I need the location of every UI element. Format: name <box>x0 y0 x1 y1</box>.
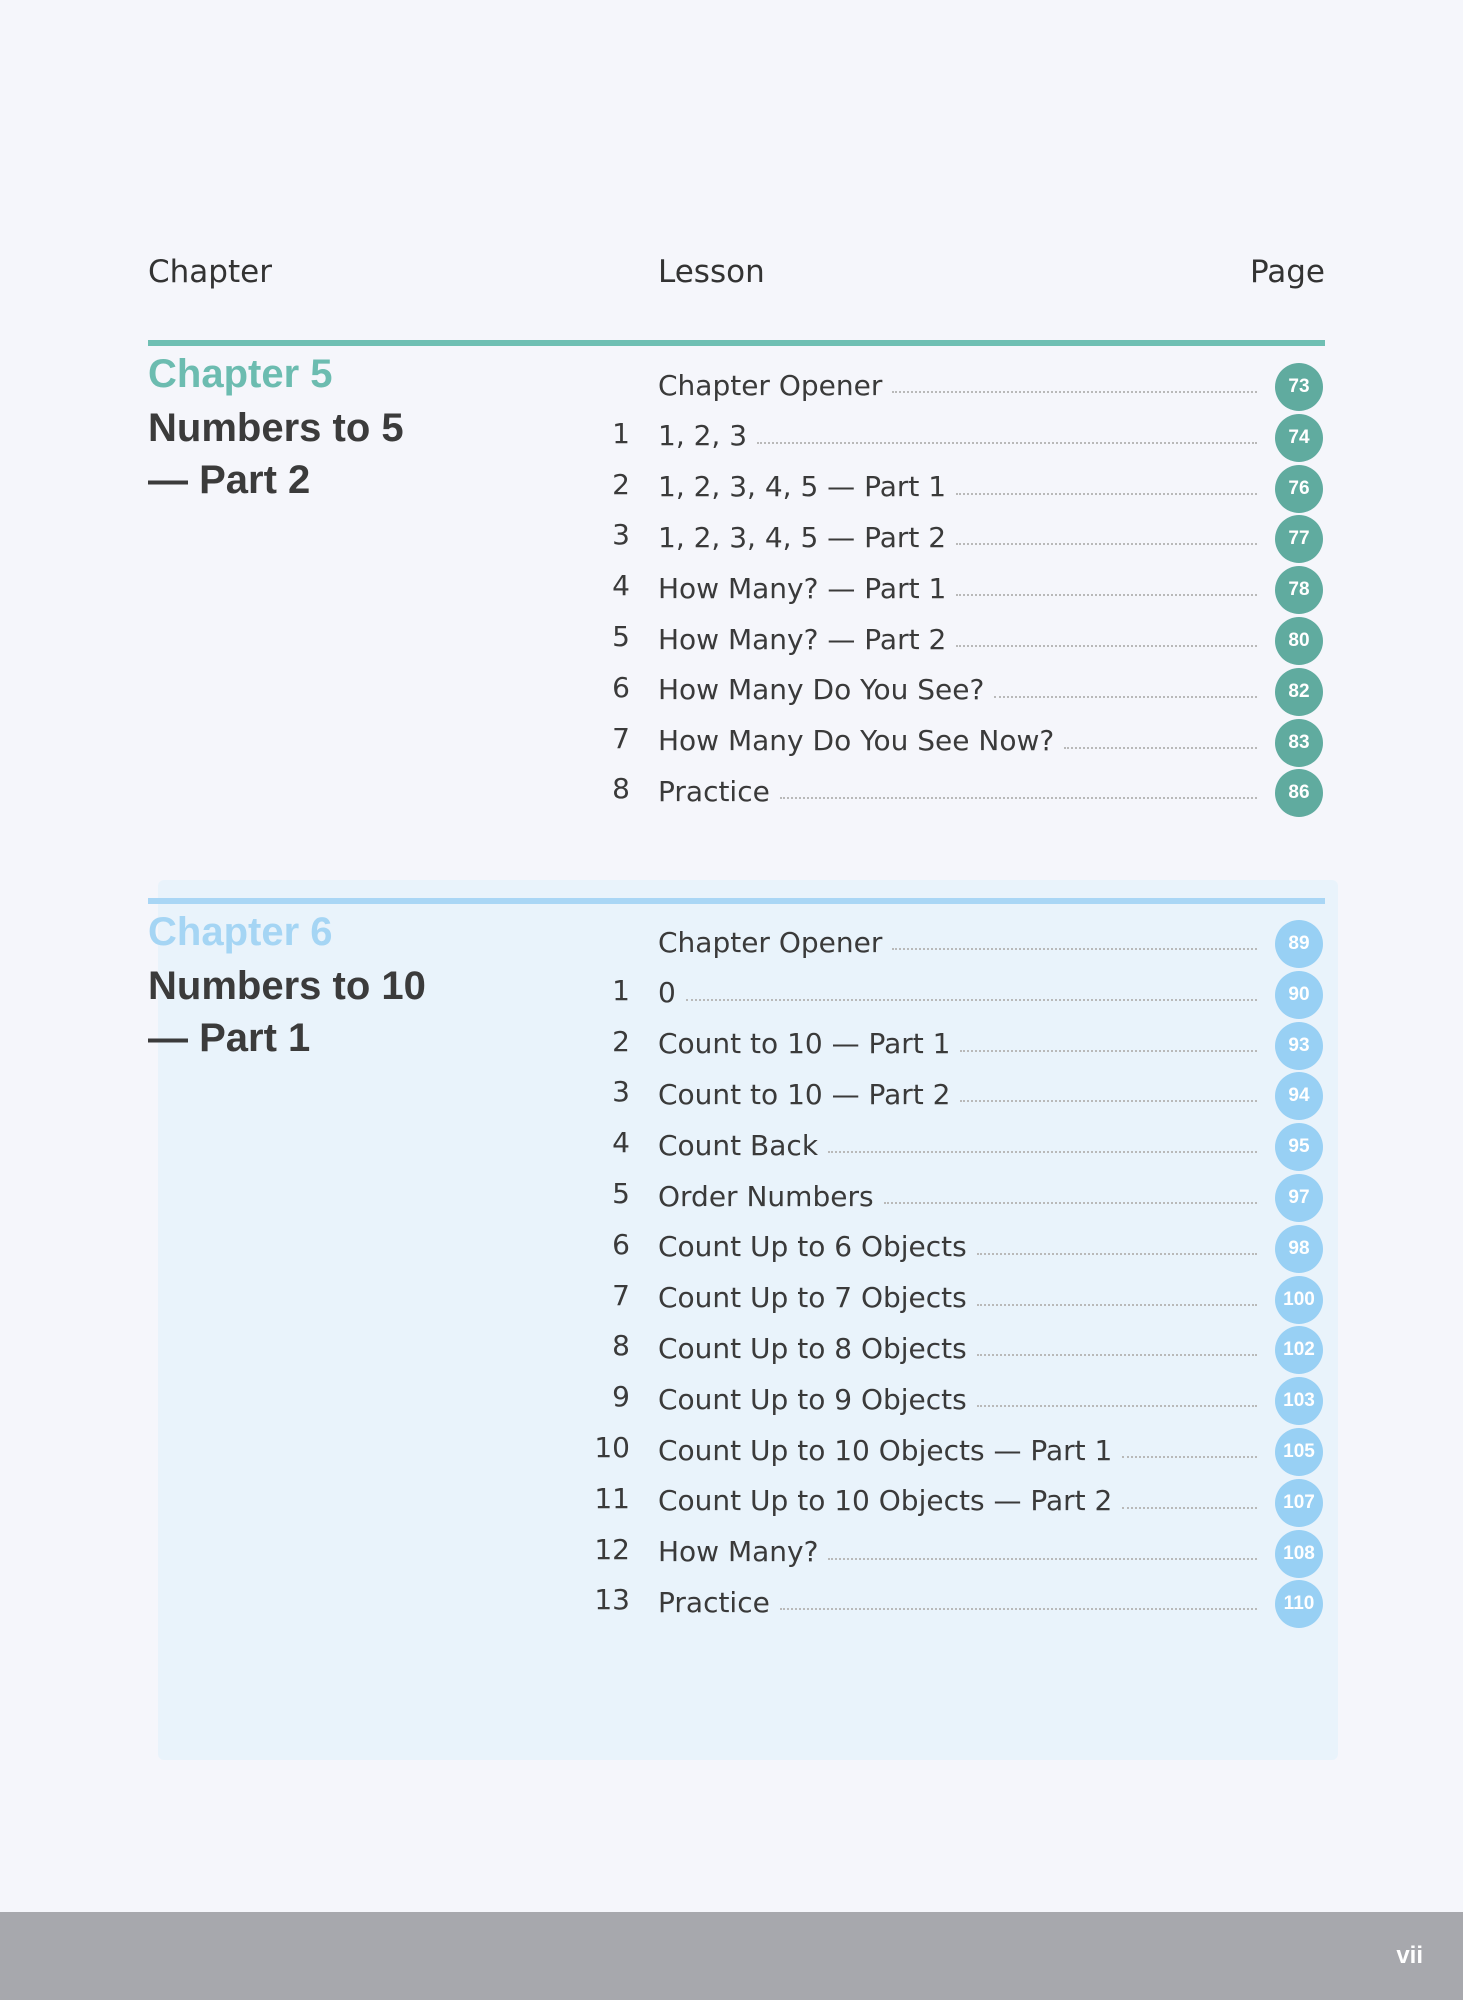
lesson-title: Count Up to 9 Objects <box>658 1382 967 1416</box>
chapter-label: Chapter 5 <box>148 352 333 396</box>
lesson-number: 11 <box>594 1481 630 1515</box>
dot-leader <box>956 493 1257 495</box>
lesson-number: 2 <box>612 467 630 501</box>
lesson-number: 4 <box>612 569 630 603</box>
chapter-title-line: — Part 2 <box>148 458 311 502</box>
lesson-title: 1, 2, 3 <box>658 419 748 453</box>
lesson-entry <box>658 1476 1265 1526</box>
toc-row[interactable] <box>148 1069 1325 1119</box>
toc-row[interactable] <box>148 1222 1325 1272</box>
toc-row[interactable] <box>148 1323 1325 1373</box>
page-badge: 76 <box>1275 465 1323 513</box>
lesson-title: How Many Do You See? <box>658 673 985 707</box>
lesson-entry <box>658 1577 1265 1627</box>
lesson-title: How Many? — Part 2 <box>658 622 947 656</box>
lesson-number: 6 <box>612 1227 630 1261</box>
lesson-title: Chapter Opener <box>658 368 883 402</box>
dot-leader <box>960 1050 1257 1052</box>
dot-leader <box>757 442 1257 444</box>
page-number: vii <box>1396 1942 1423 1969</box>
page-badge: 108 <box>1275 1530 1323 1578</box>
lesson-title: Chapter Opener <box>658 925 883 959</box>
toc-row[interactable] <box>148 1527 1325 1577</box>
lesson-number: 8 <box>612 1329 630 1363</box>
lesson-title: Count Up to 10 Objects — Part 2 <box>658 1484 1113 1518</box>
toc-row[interactable] <box>148 1171 1325 1221</box>
section-divider <box>148 898 1325 904</box>
page-badge: 83 <box>1275 719 1323 767</box>
footer-bar <box>0 1912 1463 2000</box>
page-badge: 102 <box>1275 1326 1323 1374</box>
page-badge: 73 <box>1275 363 1323 411</box>
lesson-entry <box>658 512 1265 562</box>
dot-leader <box>977 1304 1257 1306</box>
lesson-title: Count to 10 — Part 2 <box>658 1077 951 1111</box>
chapter-title-line: — Part 1 <box>148 1016 311 1060</box>
page-badge: 95 <box>1275 1123 1323 1171</box>
page-badge: 93 <box>1275 1022 1323 1070</box>
lesson-number: 3 <box>612 1075 630 1109</box>
toc-row[interactable] <box>148 563 1325 613</box>
lesson-entry <box>658 968 1265 1018</box>
lesson-title: Count Up to 6 Objects <box>658 1230 967 1264</box>
toc-row[interactable] <box>148 766 1325 816</box>
lesson-entry <box>658 1323 1265 1373</box>
page-badge: 97 <box>1275 1174 1323 1222</box>
dot-leader <box>977 1253 1257 1255</box>
lesson-entry <box>658 462 1265 512</box>
dot-leader <box>956 645 1257 647</box>
lesson-entry <box>658 1069 1265 1119</box>
header-chapter: Chapter <box>148 254 272 290</box>
lesson-entry <box>658 766 1265 816</box>
toc-row[interactable] <box>148 1019 1325 1069</box>
page-badge: 90 <box>1275 971 1323 1019</box>
dot-leader <box>1122 1456 1257 1458</box>
toc-row[interactable] <box>148 665 1325 715</box>
dot-leader <box>977 1405 1257 1407</box>
toc-header <box>148 254 1325 304</box>
lesson-number: 3 <box>612 518 630 552</box>
page-badge: 82 <box>1275 668 1323 716</box>
dot-leader <box>686 999 1257 1001</box>
dot-leader <box>994 696 1257 698</box>
dot-leader <box>977 1354 1257 1356</box>
lesson-title: 0 <box>658 976 676 1010</box>
lesson-number: 7 <box>612 721 630 755</box>
lesson-number: 1 <box>612 416 630 450</box>
lesson-title: Count Up to 7 Objects <box>658 1281 967 1315</box>
dot-leader <box>780 797 1257 799</box>
lesson-title: Count to 10 — Part 1 <box>658 1027 951 1061</box>
toc-row[interactable] <box>148 1577 1325 1627</box>
toc-row[interactable] <box>148 462 1325 512</box>
dot-leader <box>892 948 1257 950</box>
dot-leader <box>884 1202 1257 1204</box>
lesson-entry <box>658 1171 1265 1221</box>
toc-row[interactable] <box>148 917 1325 967</box>
lesson-entry <box>658 1374 1265 1424</box>
toc-row[interactable] <box>148 1476 1325 1526</box>
lesson-entry <box>658 917 1265 967</box>
lesson-entry <box>658 1222 1265 1272</box>
lesson-number: 13 <box>594 1583 630 1617</box>
page-badge: 103 <box>1275 1377 1323 1425</box>
page-badge: 80 <box>1275 617 1323 665</box>
toc-row[interactable] <box>148 716 1325 766</box>
toc-row[interactable] <box>148 411 1325 461</box>
page-badge: 105 <box>1275 1428 1323 1476</box>
lesson-title: Practice <box>658 1585 770 1619</box>
toc-row[interactable] <box>148 1374 1325 1424</box>
page-badge: 89 <box>1275 920 1323 968</box>
toc-row[interactable] <box>148 1120 1325 1170</box>
lesson-entry <box>658 1019 1265 1069</box>
header-page: Page <box>1249 254 1325 290</box>
lesson-number: 4 <box>612 1126 630 1160</box>
lesson-number: 9 <box>612 1380 630 1414</box>
lesson-entry <box>658 563 1265 613</box>
lesson-entry <box>658 360 1265 410</box>
lesson-number: 5 <box>612 620 630 653</box>
lesson-number: 5 <box>612 1177 630 1210</box>
lesson-number: 10 <box>594 1431 630 1464</box>
lesson-title: Practice <box>658 774 770 808</box>
page-badge: 98 <box>1275 1225 1323 1273</box>
lesson-title: Count Back <box>658 1128 819 1162</box>
toc-row[interactable] <box>148 1425 1325 1475</box>
lesson-entry <box>658 665 1265 715</box>
lesson-title: How Many Do You See Now? <box>658 724 1055 758</box>
lesson-title: 1, 2, 3, 4, 5 — Part 2 <box>658 520 947 554</box>
dot-leader <box>828 1151 1257 1153</box>
dot-leader <box>956 543 1257 545</box>
chapter-title-line: Numbers to 10 <box>148 964 426 1008</box>
toc-row[interactable] <box>148 614 1325 664</box>
lesson-title: 1, 2, 3, 4, 5 — Part 1 <box>658 470 947 504</box>
header-lesson: Lesson <box>658 254 765 290</box>
page-badge: 78 <box>1275 566 1323 614</box>
toc-row[interactable] <box>148 968 1325 1018</box>
dot-leader <box>892 391 1257 393</box>
lesson-number: 8 <box>612 772 630 806</box>
lesson-entry <box>658 1273 1265 1323</box>
dot-leader <box>828 1558 1257 1560</box>
lesson-title: Count Up to 10 Objects — Part 1 <box>658 1433 1113 1467</box>
page-badge: 86 <box>1275 769 1323 817</box>
toc-row[interactable] <box>148 360 1325 410</box>
lesson-title: Order Numbers <box>658 1179 874 1213</box>
page-badge: 107 <box>1275 1479 1323 1527</box>
toc-row[interactable] <box>148 1273 1325 1323</box>
lesson-entry <box>658 1120 1265 1170</box>
lesson-number: 6 <box>612 670 630 704</box>
lesson-entry <box>658 1425 1265 1475</box>
dot-leader <box>1064 747 1257 749</box>
lesson-title: Count Up to 8 Objects <box>658 1331 967 1365</box>
page-badge: 94 <box>1275 1072 1323 1120</box>
chapter-title-line: Numbers to 5 <box>148 406 404 450</box>
dot-leader <box>1122 1507 1257 1509</box>
lesson-number: 1 <box>612 973 630 1007</box>
lesson-number: 12 <box>594 1532 630 1566</box>
page-badge: 74 <box>1275 414 1323 462</box>
dot-leader <box>960 1100 1257 1102</box>
page-badge: 110 <box>1275 1580 1323 1628</box>
lesson-title: How Many? — Part 1 <box>658 571 947 605</box>
lesson-number: 2 <box>612 1024 630 1058</box>
section-divider <box>148 340 1325 346</box>
dot-leader <box>956 594 1257 596</box>
lesson-entry <box>658 716 1265 766</box>
page-badge: 100 <box>1275 1276 1323 1324</box>
lesson-entry <box>658 411 1265 461</box>
toc-row[interactable] <box>148 512 1325 562</box>
lesson-number: 7 <box>612 1278 630 1312</box>
lesson-title: How Many? <box>658 1535 819 1569</box>
lesson-entry <box>658 614 1265 664</box>
page-badge: 77 <box>1275 515 1323 563</box>
chapter-label: Chapter 6 <box>148 910 333 954</box>
lesson-entry <box>658 1527 1265 1577</box>
dot-leader <box>780 1608 1257 1610</box>
